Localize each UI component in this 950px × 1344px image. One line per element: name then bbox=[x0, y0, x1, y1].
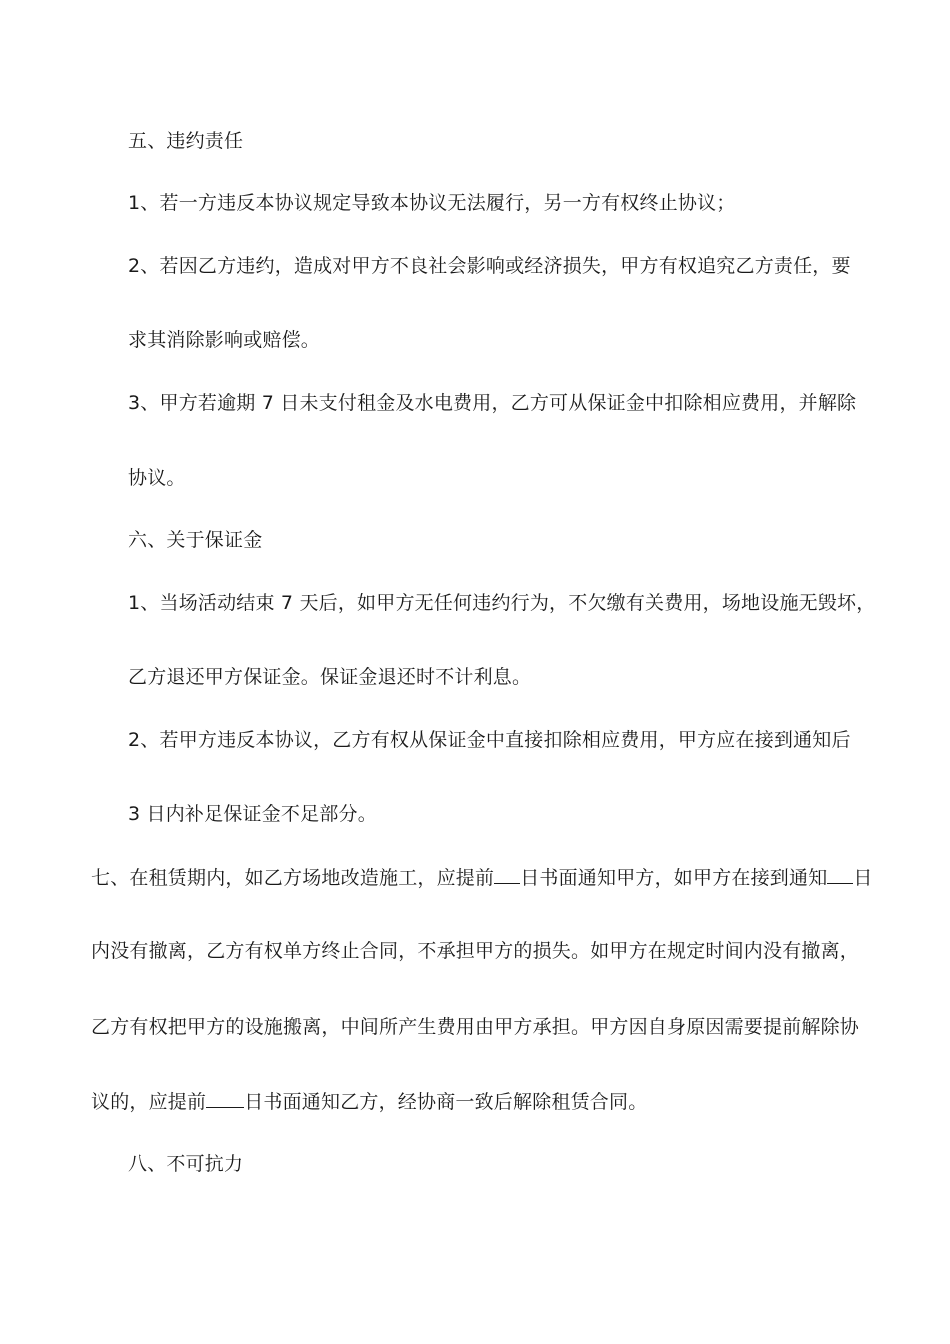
section-7-line-1 bbox=[91, 865, 873, 890]
section-7-line-3: 乙方有权把甲方的设施搬离，中间所产生费用由甲方承担。甲方因自身原因需要提前解除协 bbox=[91, 1016, 860, 1038]
section-7-line-4 bbox=[91, 1089, 647, 1114]
section-5-item-2-line-1: 2、若因乙方违约，造成对甲方不良社会影响或经济损失，甲方有权追究乙方责任，要 bbox=[128, 255, 851, 277]
section-8-heading: 八、不可抗力 bbox=[128, 1153, 244, 1175]
section-5-item-2-line-2: 求其消除影响或赔偿。 bbox=[128, 329, 321, 351]
section-7-line-1-part-a: 七、在租赁期内，如乙方场地改造施工，应提前 bbox=[91, 867, 495, 889]
section-6-item-2-line-1: 2、若甲方违反本协议，乙方有权从保证金中直接扣除相应费用，甲方应在接到通知后 bbox=[128, 729, 851, 751]
section-5-item-3-line-1: 3、甲方若逾期 7 日未支付租金及水电费用，乙方可从保证金中扣除相应费用，并解除 bbox=[128, 392, 857, 414]
section-6-item-1-line-2: 乙方退还甲方保证金。保证金退还时不计利息。 bbox=[128, 666, 532, 688]
section-6-item-1-line-1: 1、当场活动结束 7 天后，如甲方无任何违约行为，不欠缴有关费用，场地设施无毁坏， bbox=[128, 592, 876, 614]
section-5-item-1: 1、若一方违反本协议规定导致本协议无法履行，另一方有权终止协议； bbox=[128, 192, 736, 214]
blank-days-termination bbox=[206, 1089, 244, 1108]
section-5-heading: 五、违约责任 bbox=[128, 130, 244, 152]
blank-days-notice bbox=[494, 865, 520, 884]
section-7-line-2: 内没有撤离，乙方有权单方终止合同，不承担甲方的损失。如甲方在规定时间内没有撤离， bbox=[91, 940, 860, 962]
section-7-line-1-part-c: 日 bbox=[853, 867, 873, 889]
section-7-line-4-part-b: 日书面通知乙方，经协商一致后解除租赁合同。 bbox=[244, 1091, 648, 1113]
section-6-item-2-line-2: 3 日内补足保证金不足部分。 bbox=[128, 803, 377, 825]
section-7-line-4-part-a: 议的，应提前 bbox=[91, 1091, 207, 1113]
section-7-line-1-part-b: 日书面通知甲方，如甲方在接到通知 bbox=[520, 867, 828, 889]
section-5-item-3-line-2: 协议。 bbox=[128, 467, 186, 489]
section-6-heading: 六、关于保证金 bbox=[128, 529, 263, 551]
blank-days-evacuate bbox=[827, 865, 853, 884]
